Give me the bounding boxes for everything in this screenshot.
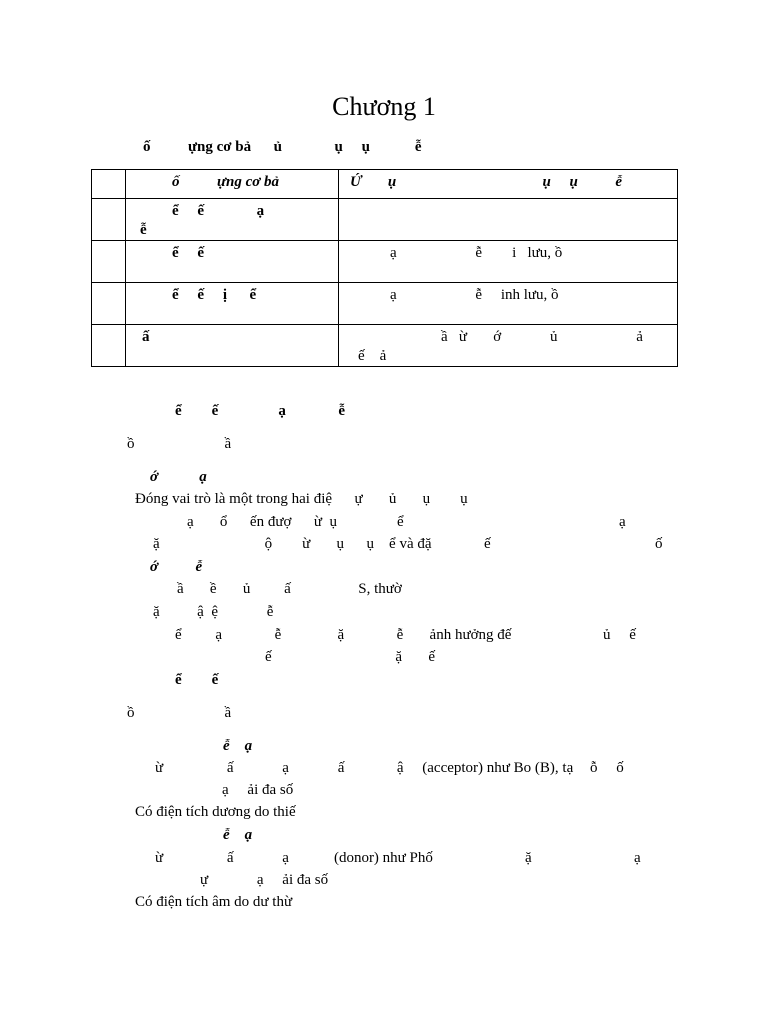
table-divider — [92, 198, 677, 199]
body-line: ế ặ ế — [265, 649, 435, 665]
body-line: ạ — [634, 850, 641, 866]
table-cell: ầ ừ ớ ủ ả — [441, 329, 643, 345]
body-line: Đóng vai trò là một trong hai điệ ự ủ ụ ụ — [135, 491, 468, 507]
subheading: ớ ễ — [150, 559, 203, 575]
body-line: ồ ầ — [127, 436, 232, 452]
chapter-title: Chương 1 — [332, 92, 436, 121]
body-line: ặ ộ ừ ụ ụ ể và đặ ế — [153, 536, 491, 552]
table-cell: ể ế ị ể — [172, 287, 257, 303]
body-line: ỗ ố — [590, 760, 624, 776]
body-line: Có điện tích âm do dư thừ — [135, 894, 293, 910]
table-header-cell: ố ựng cơ bả — [172, 174, 280, 190]
body-line: ố — [655, 536, 663, 552]
body-line: ầ ề ủ ấ S, thườ — [177, 581, 402, 597]
table-divider — [92, 282, 677, 283]
table-caption: ố ựng cơ bả ủ ụ ụ ễ — [143, 139, 422, 155]
body-line: ự ạ ải đa số — [200, 872, 329, 888]
body-line: ủ ế — [603, 627, 636, 643]
body-line: ặ — [525, 850, 532, 866]
body-line: ạ — [619, 514, 626, 530]
table-cell: ạ ễ i lưu, ồ — [390, 245, 563, 261]
table-header-cell: Ứ ụ ụ ụ ễ — [350, 174, 623, 190]
table-divider — [125, 170, 126, 366]
body-line: ạ ải đa số — [222, 782, 294, 798]
section-heading: ể ế ạ ễ — [175, 403, 345, 419]
table-cell: ạ ễ inh lưu, ồ — [390, 287, 559, 303]
subheading: ễ ạ — [223, 827, 253, 843]
table-cell: ấ — [142, 329, 150, 345]
table-divider — [92, 324, 677, 325]
body-line: ặ ậ ệ ễ — [153, 604, 274, 620]
table-cell: ể ế ạ — [172, 203, 265, 219]
subheading: ể ế — [175, 672, 219, 688]
table-divider — [92, 240, 677, 241]
subheading: ớ ạ — [150, 469, 207, 485]
body-line: ồ ầ — [127, 705, 232, 721]
subheading: ễ ạ — [223, 738, 253, 754]
table-divider — [338, 170, 339, 366]
table-cell: ế ả — [358, 348, 387, 364]
body-line: Có điện tích dương do thiế — [135, 804, 296, 820]
body-line: ạ ổ ến đượ ừ ụ ể — [187, 514, 404, 530]
body-line: ừ ấ ạ ấ ậ (acceptor) như Bo (B), tạ — [155, 760, 574, 776]
body-line: ừ ấ ạ (donor) như Phố — [155, 850, 433, 866]
table-cell: ể ế — [172, 245, 205, 261]
body-line: ể ạ ễ ặ ễ ảnh hưởng đế — [175, 627, 512, 643]
summary-table — [91, 169, 678, 367]
table-cell: ễ — [140, 222, 147, 238]
